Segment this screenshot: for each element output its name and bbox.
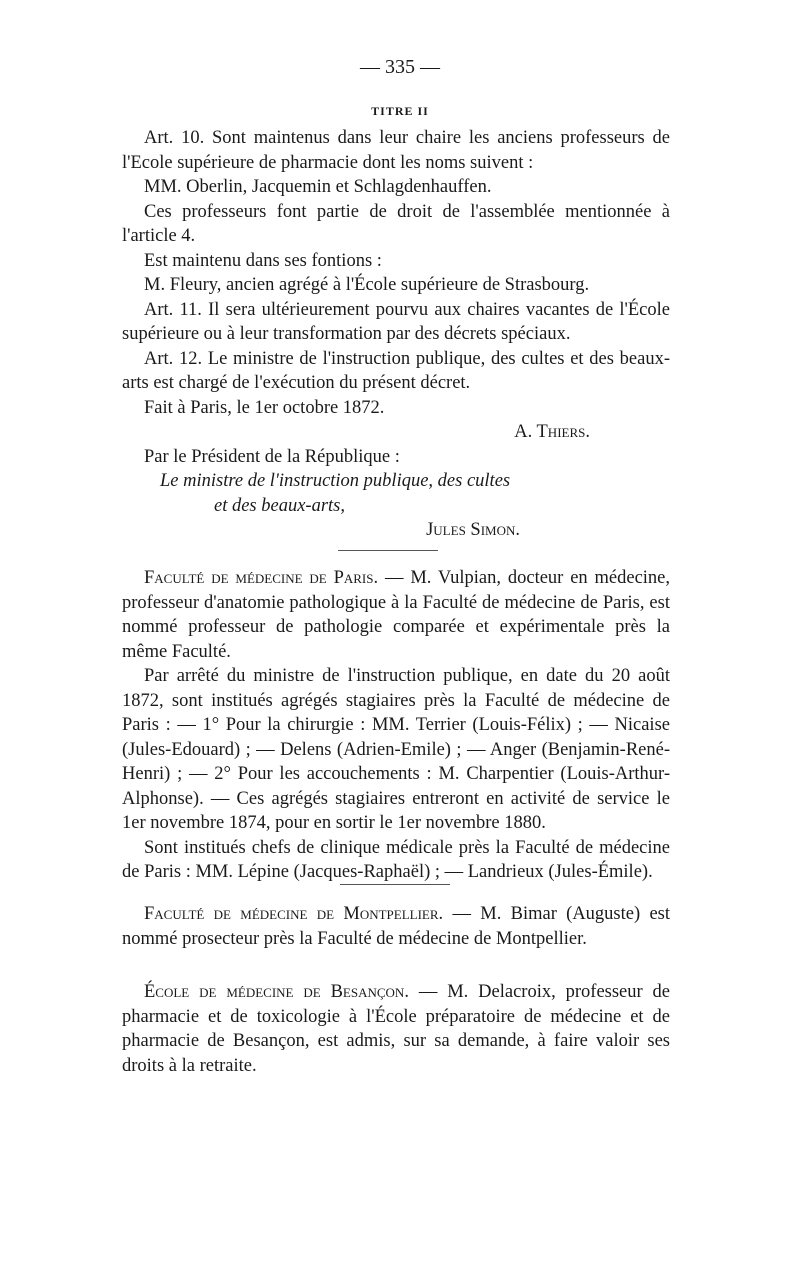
signature-thiers: A. Thiers. bbox=[514, 422, 590, 442]
section-title: TITRE II bbox=[371, 104, 429, 118]
minister-line-1: Le ministre de l'instruction publique, des cultes bbox=[160, 471, 511, 491]
montpellier-section bbox=[122, 902, 670, 951]
paris-p3: Sont institués chefs de clinique médicale près la Faculté de médecine de Paris : MM. Lépine (Jacques-Raphaël) ; — Landrieux (Jules-Émile). bbox=[122, 837, 670, 882]
decree-body bbox=[122, 126, 670, 543]
professors-line: Ces professeurs font partie de droit de l'assemblée mentionnée à l'article 4. bbox=[122, 201, 670, 246]
date-line: Fait à Paris, le 1er octobre 1872. bbox=[144, 397, 385, 418]
article-12: Art. 12. Le ministre de l'instruction publique, des cultes et des beaux-arts est chargé de l'exécution du présent décret. bbox=[122, 348, 670, 393]
fleury-line: M. Fleury, ancien agrégé à l'École supérieure de Strasbourg. bbox=[144, 275, 590, 295]
president-line: Par le Président de la République : bbox=[144, 446, 400, 467]
paris-p1: — M. Vulpian, docteur en médecine, professeur d'anatomie pathologique à la Faculté de médecine de Paris, est nommé professeur de pathologie comparée et expérimentale près la même Faculté. bbox=[122, 568, 670, 662]
montpellier-text: — M. Bimar (Auguste) est nommé prosecteur près la Faculté de médecine de Montpellier. bbox=[122, 904, 670, 949]
besancon-section bbox=[122, 980, 670, 1078]
divider bbox=[338, 550, 438, 551]
besancon-heading: École de médecine de Besançon. bbox=[144, 982, 409, 1002]
paris-heading: Faculté de médecine de Paris. bbox=[144, 568, 379, 588]
article-10: Art. 10. Sont maintenus dans leur chaire les anciens professeurs de l'Ecole supérieure de pharmacie dont les noms suivent : bbox=[122, 128, 670, 173]
minister-line-2: et des beaux-arts, bbox=[214, 495, 346, 516]
page-number: — 335 — bbox=[360, 56, 440, 78]
maintained-line: Est maintenu dans ses fontions : bbox=[144, 250, 382, 271]
montpellier-heading: Faculté de médecine de Montpellier. bbox=[144, 904, 444, 924]
paris-p2: Par arrêté du ministre de l'instruction publique, en date du 20 août 1872, sont institués agrégés stagiaires près la Faculté de médecine de Paris : — 1° Pour la chirurgie : MM. Terrier (Louis-Félix) ; — Nicaise (Jules-Edouard) ; — Delens (Adrien-Emile) ; — Anger (Benjamin-René-Henri) ; — 2° Pour les accouchements : M. Charpentier (Louis-Arthur-Alphonse). — Ces agrégés stagiaires entreront en activité de service le 1er novembre 1874, pour en sortir le 1er novembre 1880. bbox=[122, 666, 670, 833]
article-11: Art. 11. Il sera ultérieurement pourvu aux chaires vacantes de l'École supérieure ou à leur transformation par des décrets spéciaux. bbox=[122, 299, 670, 344]
besancon-text: — M. Delacroix, professeur de pharmacie et de toxicologie à l'École préparatoire de médecine et de pharmacie de Besançon, est admis, sur sa demande, à faire valoir ses droits à la retraite. bbox=[122, 982, 671, 1076]
signature-simon: Jules Simon. bbox=[426, 520, 520, 540]
paris-section bbox=[122, 566, 670, 885]
divider bbox=[340, 884, 450, 885]
names-line: MM. Oberlin, Jacquemin et Schlagdenhauffen. bbox=[144, 177, 492, 197]
